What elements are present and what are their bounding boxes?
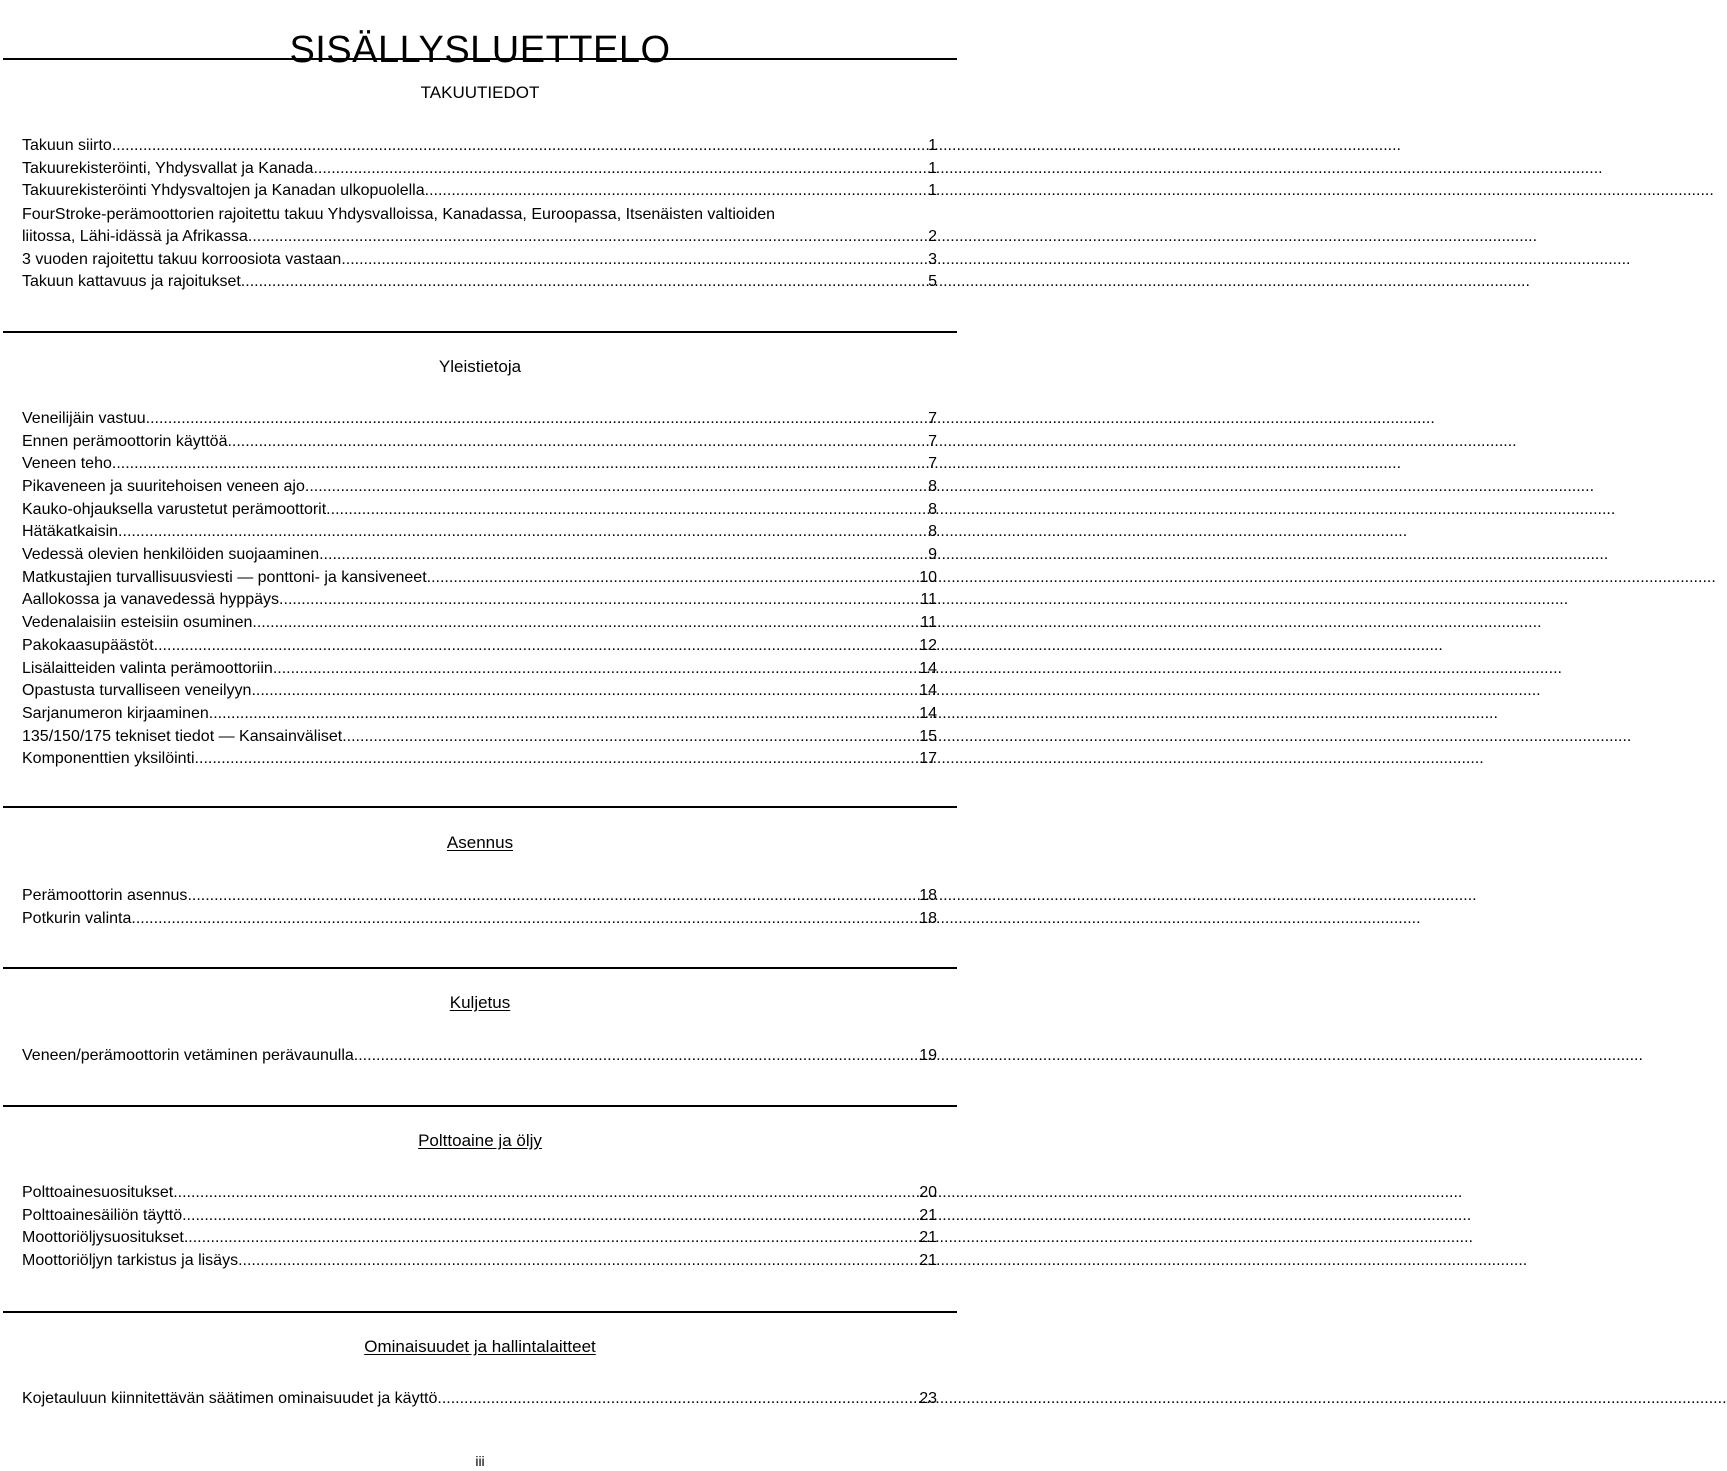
- toc-entry-title: Perämoottorin asennus: [22, 886, 188, 904]
- toc-entry-page: 20: [919, 1183, 937, 1201]
- dot-leader: [182, 1205, 916, 1228]
- toc-entry-title: Takuurekisteröinti, Yhdysvallat ja Kanada: [22, 159, 314, 177]
- toc-entry-page: 11: [920, 591, 937, 609]
- toc-entry-title: Veneen teho: [22, 455, 112, 473]
- dot-leader: [238, 1250, 916, 1273]
- dot-leader: [154, 635, 917, 658]
- dot-leader: [118, 521, 925, 544]
- toc-entry-page: 17: [919, 750, 937, 768]
- toc-entry[interactable]: [22, 521, 937, 544]
- dot-leader: [437, 1388, 916, 1411]
- toc-entry[interactable]: [22, 1182, 937, 1205]
- toc-entry-page: 8: [928, 500, 937, 518]
- toc-entry[interactable]: [22, 180, 937, 203]
- dot-leader: [252, 612, 917, 635]
- toc-entry[interactable]: [22, 658, 937, 681]
- toc-entry[interactable]: [22, 1388, 937, 1411]
- section-heading-yleistietoja: Yleistietoja: [438, 357, 522, 376]
- toc-entry-page: 7: [928, 455, 937, 473]
- toc-entry-page: 15: [919, 727, 937, 745]
- toc-entry-title: Polttoainesuositukset: [22, 1183, 174, 1201]
- dot-leader: [187, 885, 916, 908]
- toc-entry-title: Pikaveneen ja suuritehoisen veneen ajo: [22, 478, 305, 496]
- toc-entry[interactable]: [22, 726, 937, 749]
- toc-list-ominaisuudet: [22, 1388, 937, 1411]
- dot-leader: [279, 589, 917, 612]
- toc-entry-title: Pakokaasupäästöt: [22, 636, 154, 654]
- toc-entry[interactable]: [22, 567, 937, 590]
- toc-entry-page: 1: [928, 182, 937, 200]
- toc-entry[interactable]: [22, 271, 937, 294]
- toc-entry-page: 14: [919, 659, 937, 677]
- toc-entry-page: 7: [928, 409, 937, 427]
- toc-entry-page: 2: [928, 228, 937, 246]
- toc-entry[interactable]: [22, 1250, 937, 1273]
- toc-entry-page: 8: [928, 523, 937, 541]
- toc-entry[interactable]: [22, 544, 937, 567]
- toc-entry-title: 3 vuoden rajoitettu takuu korroosiota vastaan: [22, 250, 342, 268]
- toc-list-asennus: [22, 885, 937, 930]
- toc-entry-title: Komponenttien yksilöinti: [22, 750, 195, 768]
- toc-entry[interactable]: [22, 703, 937, 726]
- dot-leader: [241, 271, 925, 294]
- toc-entry-title: Kauko-ohjauksella varustetut perämoottorit: [22, 500, 327, 518]
- dot-leader: [427, 567, 917, 590]
- toc-entry[interactable]: [22, 908, 937, 931]
- section-divider: [3, 967, 957, 969]
- toc-entry[interactable]: [22, 135, 937, 158]
- toc-entry-page: 21: [919, 1252, 937, 1270]
- toc-list-kuljetus: [22, 1045, 937, 1068]
- toc-entry[interactable]: [22, 431, 937, 454]
- dot-leader: [195, 748, 917, 771]
- toc-entry-page: 3: [928, 250, 937, 268]
- dot-leader: [342, 726, 916, 749]
- toc-entry-page: 12: [919, 636, 937, 654]
- toc-entry-page: 10: [919, 568, 937, 586]
- dot-leader: [273, 658, 916, 681]
- toc-entry-page: 19: [919, 1046, 937, 1064]
- toc-entry[interactable]: [22, 408, 937, 431]
- toc-entry-page: 18: [919, 909, 937, 927]
- toc-list-takuutiedot: [22, 135, 937, 294]
- section-divider: [3, 331, 957, 333]
- dot-leader: [112, 135, 925, 158]
- dot-leader: [248, 226, 925, 249]
- toc-entry-title-line1: FourStroke-perämoottorien rajoitettu takuu Yhdysvalloissa, Kanadassa, Euroopassa, Itsenäisten valtioiden: [22, 206, 776, 224]
- toc-entry-page: 21: [919, 1229, 937, 1247]
- dot-leader: [184, 1227, 916, 1250]
- toc-entry-title: Veneen/perämoottorin vetäminen perävaunulla: [22, 1046, 354, 1064]
- section-heading-polttoaine: Polttoaine ja öljy: [418, 1131, 542, 1150]
- page-number: iii: [475, 1453, 485, 1469]
- toc-entry-title: Kojetauluun kiinnitettävän säätimen ominaisuudet ja käyttö: [22, 1389, 438, 1407]
- toc-entry-title: Moottoriöljysuositukset: [22, 1229, 184, 1247]
- toc-entry-title: Hätäkatkaisin: [22, 523, 119, 541]
- toc-entry[interactable]: [22, 476, 937, 499]
- toc-entry[interactable]: [22, 748, 937, 771]
- dot-leader: [251, 680, 916, 703]
- dot-leader: [326, 499, 925, 522]
- toc-entry[interactable]: [22, 612, 937, 635]
- toc-entry-page: 1: [928, 136, 937, 154]
- toc-entry-page: 14: [919, 682, 937, 700]
- dot-leader: [131, 908, 916, 931]
- toc-entry-page: 21: [919, 1206, 937, 1224]
- toc-entry-title: Takuurekisteröinti Yhdysvaltojen ja Kanadan ulkopuolella: [22, 182, 425, 200]
- toc-entry-page: 7: [928, 432, 937, 450]
- section-heading-kuljetus: Kuljetus: [449, 993, 511, 1012]
- toc-entry[interactable]: [22, 680, 937, 703]
- toc-entry-title: Takuun siirto: [22, 136, 112, 154]
- dot-leader: [173, 1182, 916, 1205]
- toc-entry-title: Potkurin valinta: [22, 909, 132, 927]
- toc-entry-title: Veneilijäin vastuu: [22, 409, 146, 427]
- section-divider: [3, 58, 957, 60]
- page-title: SISÄLLYSLUETTELO: [289, 29, 671, 72]
- section-heading-ominaisuudet: Ominaisuudet ja hallintalaitteet: [364, 1337, 596, 1356]
- toc-entry-page: 9: [928, 546, 937, 564]
- toc-entry-title: Vedenalaisiin esteisiin osuminen: [22, 614, 253, 632]
- toc-list-polttoaine: [22, 1182, 937, 1273]
- toc-entry-title: Ennen perämoottorin käyttöä: [22, 432, 228, 450]
- toc-entry-title: Vedessä olevien henkilöiden suojaaminen: [22, 546, 320, 564]
- toc-entry-title: Matkustajien turvallisuusviesti — ponttoni- ja kansiveneet: [22, 568, 427, 586]
- section-divider: [3, 806, 957, 808]
- toc-entry[interactable]: [22, 453, 937, 476]
- dot-leader: [319, 544, 925, 567]
- dot-leader: [227, 431, 925, 454]
- toc-entry-title: Takuun kattavuus ja rajoitukset: [22, 273, 241, 291]
- section-divider: [3, 1105, 957, 1107]
- toc-entry-title: Lisälaitteiden valinta perämoottoriin: [22, 659, 273, 677]
- section-divider: [3, 1311, 957, 1313]
- toc-entry-title: liitossa, Lähi-idässä ja Afrikassa: [22, 228, 248, 246]
- toc-entry-title: Aallokossa ja vanavedessä hyppäys: [22, 591, 280, 609]
- dot-leader: [112, 453, 925, 476]
- toc-entry-title: Opastusta turvalliseen veneilyyn: [22, 682, 252, 700]
- toc-entry-page: 1: [928, 159, 937, 177]
- toc-entry[interactable]: [22, 158, 937, 181]
- toc-entry: [22, 226, 937, 249]
- toc-entry-page: 11: [920, 614, 937, 632]
- dot-leader: [425, 180, 925, 203]
- toc-entry-wrapped[interactable]: [22, 203, 937, 249]
- toc-entry-title: 135/150/175 tekniset tiedot — Kansainväliset: [22, 727, 343, 745]
- toc-entry[interactable]: [22, 590, 937, 613]
- toc-entry[interactable]: [22, 249, 937, 272]
- toc-entry-page: 8: [928, 478, 937, 496]
- toc-entry-title: Moottoriöljyn tarkistus ja lisäys: [22, 1252, 239, 1270]
- toc-entry[interactable]: [22, 1205, 937, 1228]
- toc-entry-page: 18: [919, 886, 937, 904]
- dot-leader: [354, 1045, 916, 1068]
- section-heading-asennus: Asennus: [446, 833, 514, 852]
- dot-leader: [146, 408, 925, 431]
- toc-entry-title: Sarjanumeron kirjaaminen: [22, 704, 209, 722]
- toc-entry-page: 23: [919, 1389, 937, 1407]
- toc-entry-page: 14: [919, 704, 937, 722]
- toc-entry[interactable]: [22, 885, 937, 908]
- toc-entry[interactable]: [22, 635, 937, 658]
- section-heading-takuutiedot: TAKUUTIEDOT: [420, 83, 540, 102]
- dot-leader: [305, 476, 925, 499]
- toc-entry[interactable]: [22, 499, 937, 522]
- toc-entry-page: 5: [928, 273, 937, 291]
- toc-entry-title: Polttoainesäiliön täyttö: [22, 1206, 183, 1224]
- toc-entry[interactable]: [22, 1227, 937, 1250]
- toc-list-yleistietoja: [22, 408, 937, 771]
- dot-leader: [313, 158, 925, 181]
- dot-leader: [341, 249, 925, 272]
- dot-leader: [209, 703, 916, 726]
- toc-entry[interactable]: [22, 1045, 937, 1068]
